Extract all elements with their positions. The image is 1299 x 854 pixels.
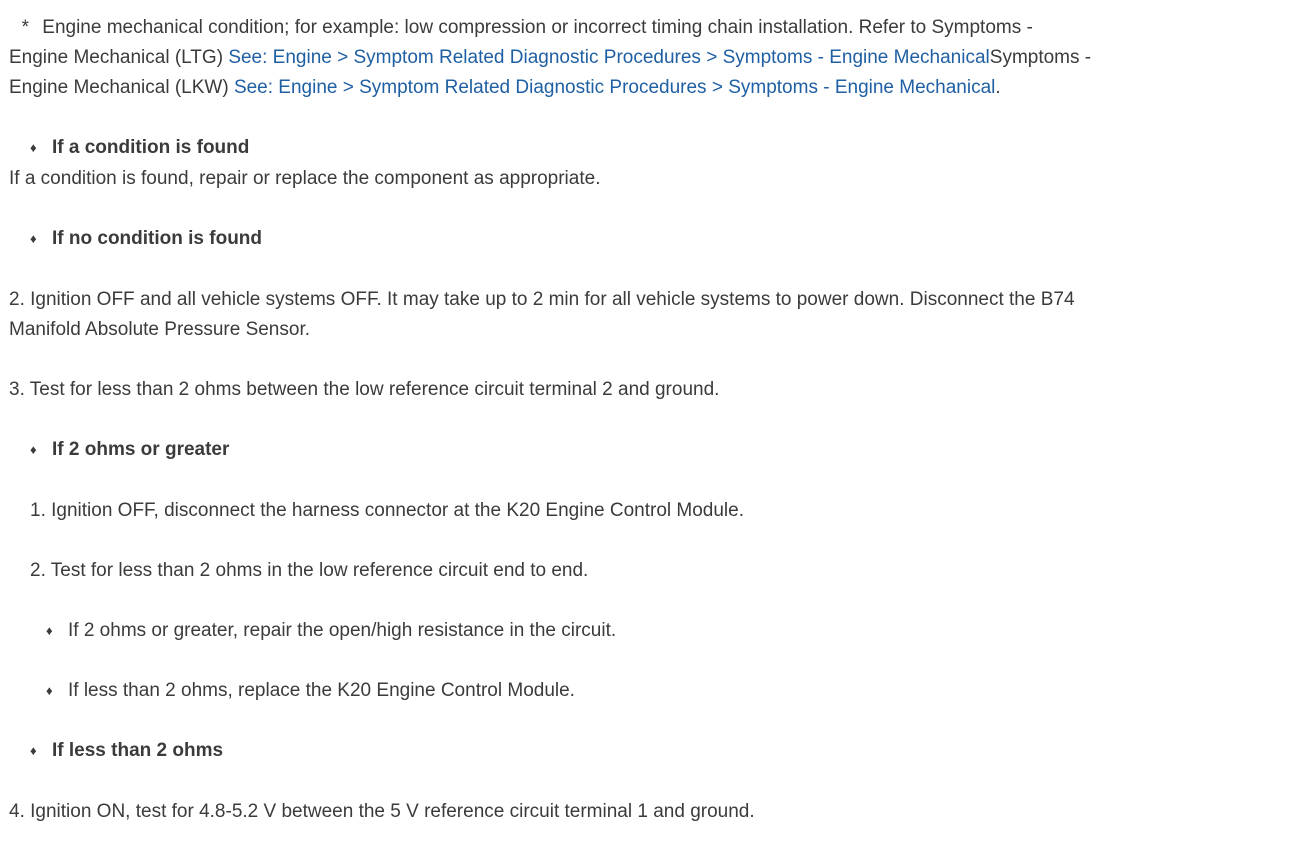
engine-mechanical-link-lkw[interactable]: See: Engine > Symptom Related Diagnostic Procedures > Symptoms - Engine Mechanical [233,77,996,98]
substep-2-result-a-row [46,616,616,646]
note-text-symptoms: Symptoms - [989,47,1092,68]
step-2-line-1: 2. Ignition OFF and all vehicle systems OFF. It may take up to 2 min for all vehicle systems to power down. Disconnect the B74 [9,289,1075,310]
substep-2-result-b-row [46,676,575,706]
cond-found-heading: If a condition is found [52,137,250,158]
note-period: . [995,77,1001,98]
cond-found-heading-row [30,133,249,163]
note-bullet: * [21,17,29,38]
engine-mechanical-link-ltg[interactable]: See: Engine > Symptom Related Diagnostic Procedures > Symptoms - Engine Mechanical [228,47,990,68]
cond-not-found-heading: If no condition is found [52,228,263,249]
substep-2-result-a: If 2 ohms or greater, repair the open/high resistance in the circuit. [68,620,617,641]
ohms-greater-heading: If 2 ohms or greater [52,439,230,460]
note-line-3 [9,73,1001,103]
diamond-bullet-icon: ♦ [30,743,37,758]
substep-2-text: 2. Test for less than 2 ohms in the low reference circuit end to end. [30,560,589,581]
note-text: Engine mechanical condition; for example: low compression or incorrect timing chain installation. Refer to Symptoms - [42,17,1033,38]
substep-2-result-b: If less than 2 ohms, replace the K20 Engine Control Module. [68,680,575,701]
step-4-text: 4. Ignition ON, test for 4.8-5.2 V between the 5 V reference circuit terminal 1 and ground. [9,801,755,822]
diamond-bullet-icon: ♦ [30,442,37,457]
diamond-bullet-icon: ♦ [46,623,53,638]
diamond-bullet-icon: ♦ [46,683,53,698]
diamond-bullet-icon: ♦ [30,140,37,155]
ohms-less-heading-row [30,736,223,766]
note-line-2 [9,43,1091,73]
cond-not-found-heading-row [30,224,262,254]
ohms-greater-heading-row [30,435,229,465]
note-text-lkw: Engine Mechanical (LKW) [9,77,234,98]
step-2-line-2: Manifold Absolute Pressure Sensor. [9,319,311,340]
note-text-ltg: Engine Mechanical (LTG) [9,47,229,68]
note-line-1 [9,13,1033,43]
substep-1-text: 1. Ignition OFF, disconnect the harness connector at the K20 Engine Control Module. [30,500,744,521]
step-3-text: 3. Test for less than 2 ohms between the low reference circuit terminal 2 and ground. [9,379,720,400]
cond-found-text: If a condition is found, repair or replace the component as appropriate. [9,168,601,189]
ohms-less-heading: If less than 2 ohms [52,740,224,761]
diamond-bullet-icon: ♦ [30,231,37,246]
